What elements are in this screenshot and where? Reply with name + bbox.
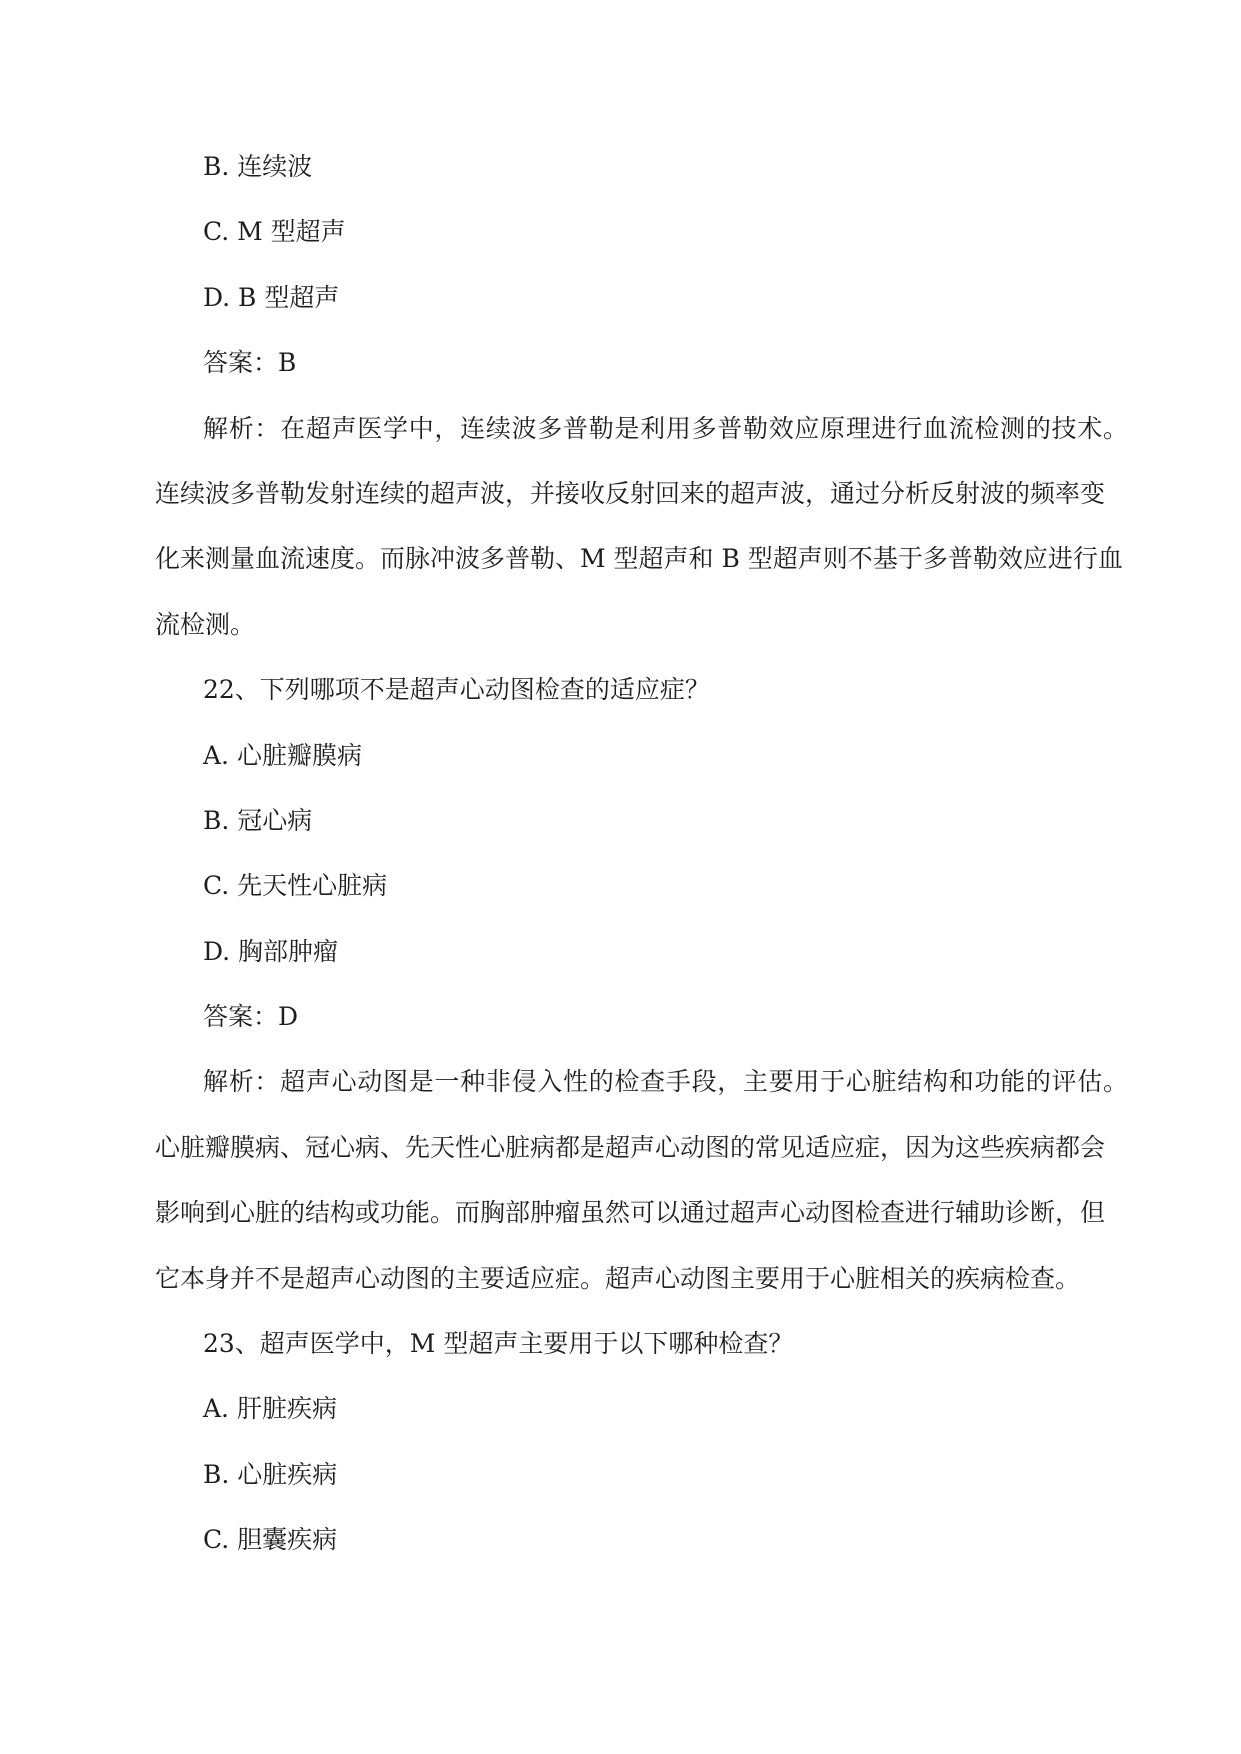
answer-line: 答案：B	[203, 348, 297, 378]
option-d: D. 胸部肿瘤	[203, 936, 339, 966]
explanation-line: 流检测。	[155, 609, 256, 639]
option-c: C. 先天性心脏病	[203, 871, 388, 901]
option-c: C. 胆囊疾病	[203, 1525, 338, 1555]
option-c: C. M 型超声	[203, 217, 346, 247]
explanation-line: 化来测量血流速度。而脉冲波多普勒、M 型超声和 B 型超声则不基于多普勒效应进行血	[155, 544, 1123, 574]
explanation-line: 心脏瓣膜病、冠心病、先天性心脏病都是超声心动图的常见适应症，因为这些疾病都会	[155, 1132, 1106, 1162]
explanation-line: 它本身并不是超声心动图的主要适应症。超声心动图主要用于心脏相关的疾病检查。	[155, 1263, 1081, 1293]
option-a: A. 心脏瓣膜病	[203, 740, 362, 770]
option-b: B. 冠心病	[203, 805, 313, 835]
answer-line: 答案：D	[203, 1002, 299, 1032]
question-title: 23、超声医学中，M 型超声主要用于以下哪种检查？	[203, 1329, 794, 1359]
explanation-line: 连续波多普勒发射连续的超声波，并接收反射回来的超声波，通过分析反射波的频率变	[155, 478, 1106, 508]
option-b: B. 心脏疾病	[203, 1459, 338, 1489]
explanation-line: 解析：在超声医学中，连续波多普勒是利用多普勒效应原理进行血流检测的技术。	[203, 413, 1128, 443]
option-d: D. B 型超声	[203, 282, 340, 312]
question-23	[0, 1311, 1241, 1573]
explanation-line: 影响到心脏的结构或功能。而胸部肿瘤虽然可以通过超声心动图检查进行辅助诊断，但	[155, 1198, 1106, 1228]
explanation-line: 解析：超声心动图是一种非侵入性的检查手段，主要用于心脏结构和功能的评估。	[203, 1067, 1128, 1097]
document-body	[0, 134, 1241, 1573]
question-21-continuation	[0, 134, 1241, 657]
option-b: B. 连续波	[203, 152, 313, 181]
option-a: A. 肝脏疾病	[203, 1394, 337, 1424]
question-22	[0, 657, 1241, 1311]
question-title: 22、下列哪项不是超声心动图检查的适应症？	[203, 675, 710, 705]
